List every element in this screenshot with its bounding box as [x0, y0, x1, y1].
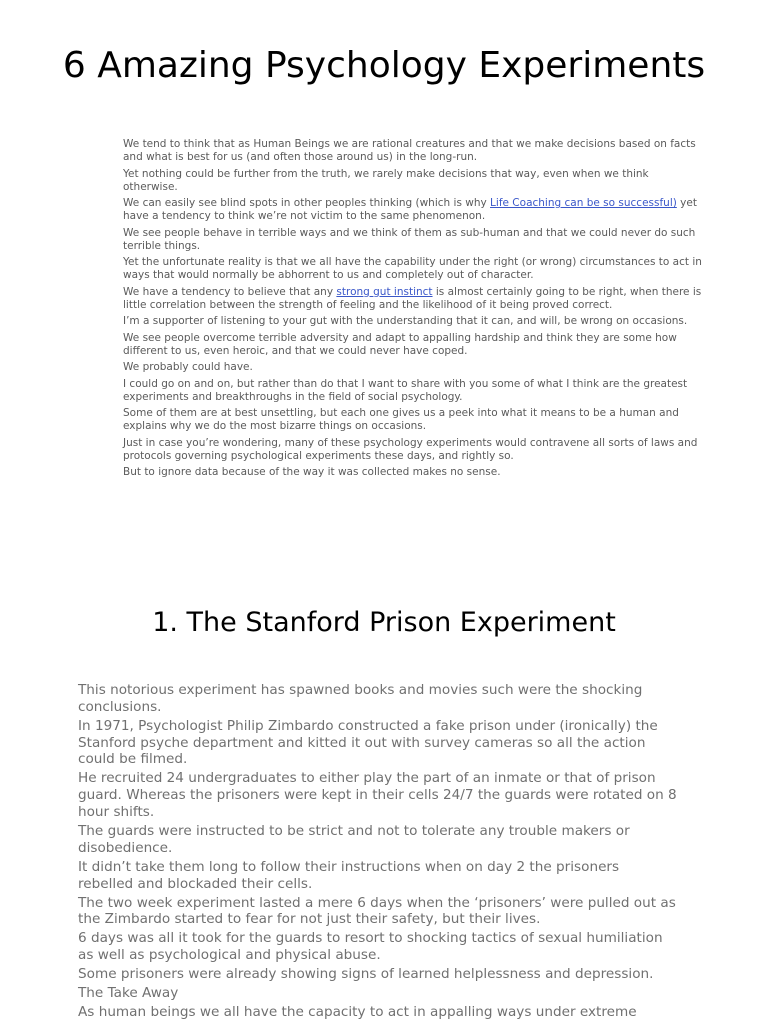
intro-paragraph: We see people behave in terrible ways and we think of them as sub-human and that we could never do such terrible things.: [123, 226, 696, 252]
gut-instinct-link[interactable]: strong gut instinct: [336, 285, 433, 298]
take-away-label: The Take Away: [78, 985, 179, 1002]
body-paragraph: The two week experiment lasted a mere 6 days when the ‘prisoners’ were pulled out as the Zimbardo started to fear for not just their safety, but their lives.: [78, 894, 676, 928]
body-paragraph: This notorious experiment has spawned books and movies such were the shocking conclusions.: [78, 682, 643, 715]
intro-text: is almost certainly going to be right, when there is little correlation between the strength of feeling and the likelihood of it being proved correct.: [123, 285, 702, 311]
section-body: [78, 682, 678, 1023]
life-coaching-link[interactable]: Life Coaching can be so successful): [490, 197, 677, 209]
intro-paragraph: I’m a supporter of listening to your gut with the understanding that it can, and will, be wrong on occasions.: [123, 315, 688, 327]
intro-section: [123, 138, 703, 483]
intro-paragraph: [123, 197, 703, 223]
intro-paragraph: We probably could have.: [123, 361, 253, 373]
body-paragraph: Some prisoners were already showing signs of learned helplessness and depression.: [78, 966, 654, 983]
body-paragraph: It didn’t take them long to follow their instructions when on day 2 the prisoners rebelled and blockaded their cells.: [78, 858, 620, 892]
intro-paragraph: Yet the unfortunate reality is that we all have the capability under the right (or wrong) circumstances to act in ways that would normally be abhorrent to us and completely out of character.: [123, 256, 702, 281]
page-title: 6 Amazing Psychology Experiments: [62, 45, 706, 86]
intro-paragraph: [123, 286, 703, 312]
body-paragraph: 6 days was all it took for the guards to resort to shocking tactics of sexual humiliation as well as psychological and physical abuse.: [78, 930, 663, 964]
intro-text: We have a tendency to believe that any: [123, 285, 337, 298]
intro-paragraph: I could go on and on, but rather than do that I want to share with you some of what I think are the greatest experiments and breakthroughs in the field of social psychology.: [123, 377, 688, 403]
body-paragraph: He recruited 24 undergraduates to either play the part of an inmate or that of prison guard. Whereas the prisoners were kept in their cells 24/7 the guards were rotated on 8 hour shifts.: [78, 770, 677, 820]
intro-text: We can easily see blind spots in other peoples thinking (which is why: [123, 197, 491, 209]
intro-paragraph: We see people overcome terrible adversity and adapt to appalling hardship and think they are some how different to us, even heroic, and that we could never have coped.: [123, 331, 677, 357]
intro-paragraph: Some of them are at best unsettling, but each one gives us a peek into what it means to be a human and explains why we do the most bizarre things on occasions.: [123, 407, 679, 432]
intro-paragraph: Yet nothing could be further from the truth, we rarely make decisions that way, even when we think otherwise.: [123, 167, 649, 193]
intro-text: yet have a tendency to think we’re not victim to the same phenomenon.: [123, 197, 697, 222]
body-paragraph: In 1971, Psychologist Philip Zimbardo constructed a fake prison under (ironically) the Stanford psyche department and kitted it out with survey cameras so all the action could be filmed.: [78, 717, 658, 768]
intro-paragraph: Just in case you’re wondering, many of these psychology experiments would contravene all sorts of laws and protocols governing psychological experiments these days, and rightly so.: [123, 436, 698, 462]
intro-paragraph: But to ignore data because of the way it was collected makes no sense.: [123, 466, 501, 478]
body-paragraph: As human beings we all have the capacity to act in appalling ways under extreme: [78, 1004, 637, 1021]
section-heading: 1. The Stanford Prison Experiment: [152, 607, 616, 638]
body-paragraph: The guards were instructed to be strict and not to tolerate any trouble makers or disobedience.: [78, 822, 630, 856]
intro-paragraph: We tend to think that as Human Beings we are rational creatures and that we make decisions based on facts and what is best for us (and often those around us) in the long-run.: [123, 138, 696, 163]
